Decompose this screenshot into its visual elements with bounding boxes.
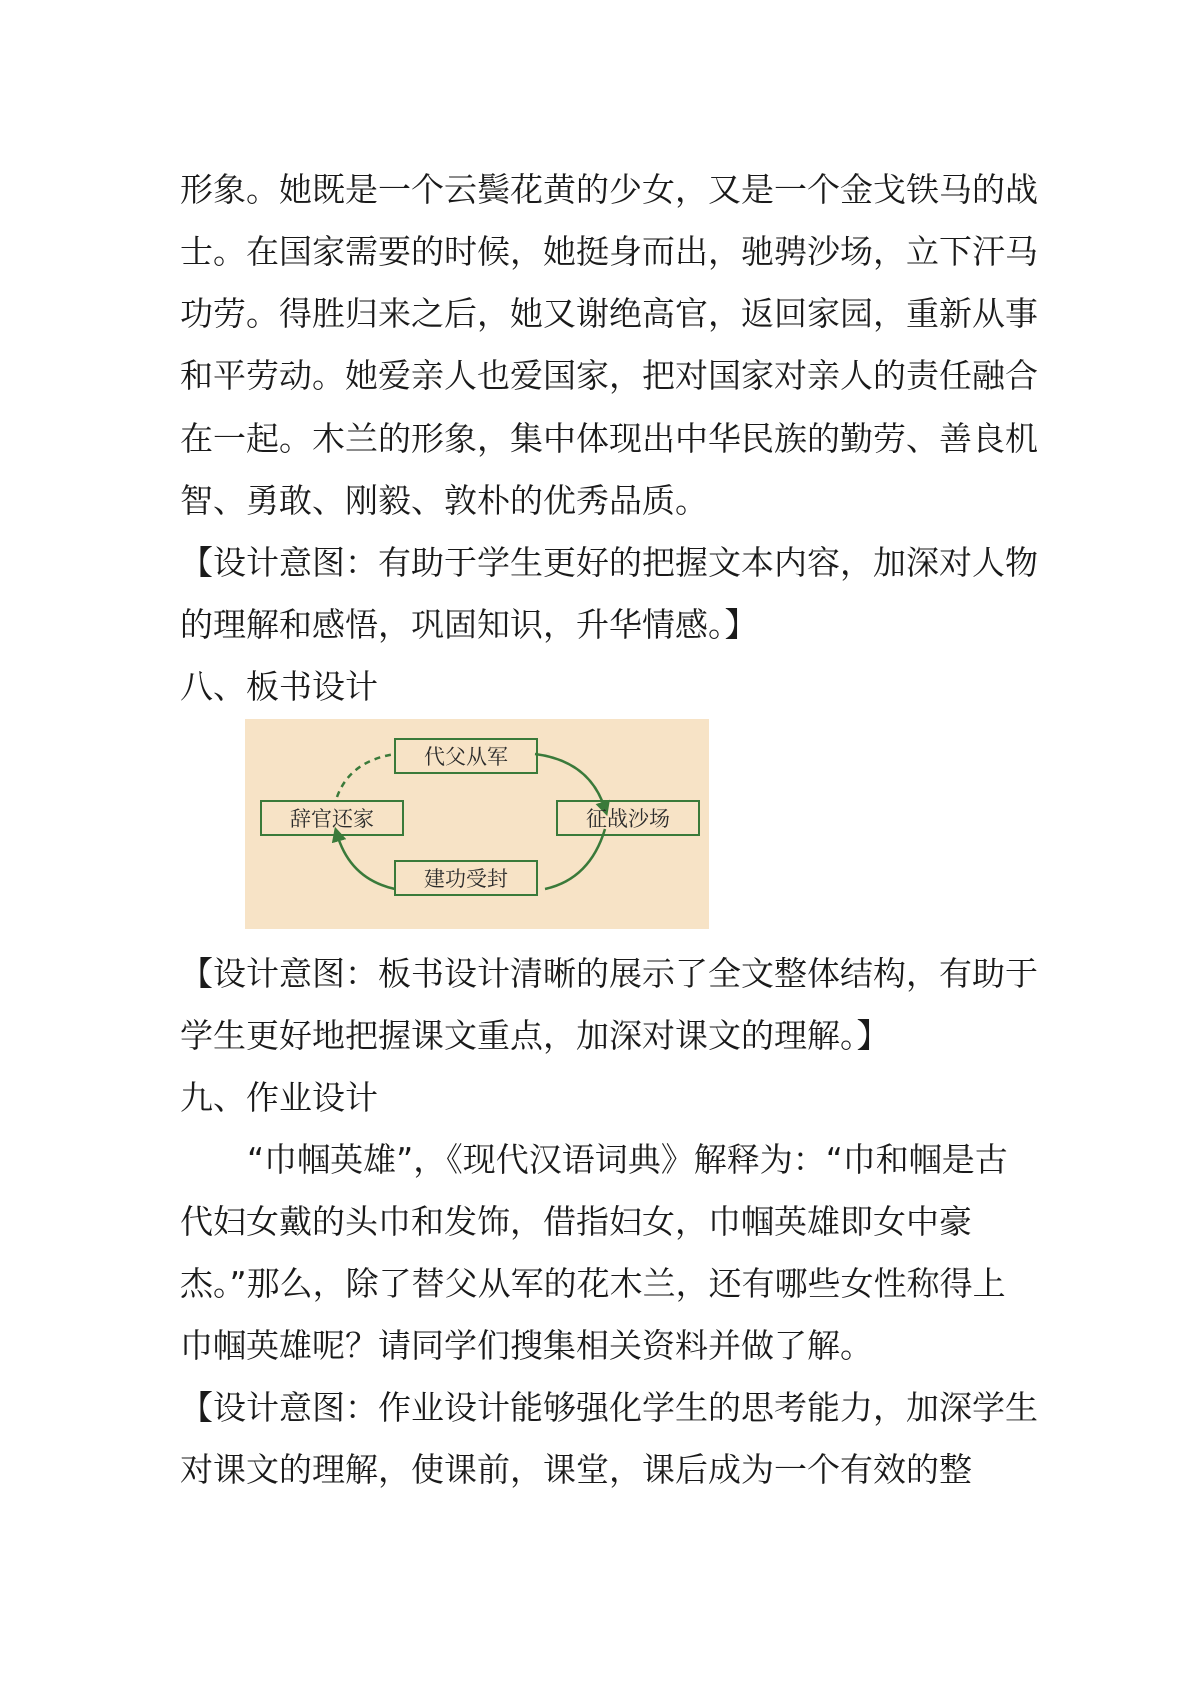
paragraph-line: 和平劳动。她爱亲人也爱国家，把对国家对亲人的责任融合 (180, 356, 1038, 395)
arrow-right-bottom (545, 829, 605, 889)
paragraph-line: 形象。她既是一个云鬓花黄的少女，又是一个金戈铁马的战 (180, 170, 1038, 209)
design-intent-line: 【设计意图：有助于学生更好的把握文本内容，加深对人物 (180, 543, 1038, 582)
section-heading-homework: 九、作业设计 (180, 1078, 378, 1117)
design-intent-line: 学生更好地把握课文重点，加深对课文的理解。】 (180, 1016, 890, 1055)
paragraph-line: 杰。”那么，除了替父从军的花木兰，还有哪些女性称得上 (180, 1264, 1006, 1303)
paragraph-line: 代妇女戴的头巾和发饰，借指妇女，巾帼英雄即女中豪 (180, 1202, 972, 1241)
cycle-diagram (245, 719, 709, 929)
section-heading-blackboard: 八、板书设计 (180, 667, 378, 706)
paragraph-line: 士。在国家需要的时候，她挺身而出，驰骋沙场，立下汗马 (180, 232, 1038, 271)
blackboard-design-diagram (245, 719, 709, 929)
paragraph-line: 在一起。木兰的形象，集中体现出中华民族的勤劳、善良机 (180, 419, 1038, 458)
arrow-left-top-dashed (337, 754, 395, 797)
paragraph-line: 巾帼英雄呢？请同学们搜集相关资料并做了解。 (180, 1326, 873, 1365)
design-intent-line: 的理解和感悟，巩固知识，升华情感。】 (180, 605, 758, 644)
box-right-label: 征战沙场 (586, 807, 670, 831)
arrow-bottom-left (337, 834, 395, 889)
design-intent-line: 【设计意图：板书设计清晰的展示了全文整体结构，有助于 (180, 954, 1038, 993)
box-left-label: 辞官还家 (290, 807, 374, 831)
paragraph-line: 智、勇敢、刚毅、敦朴的优秀品质。 (180, 481, 708, 520)
paragraph-line: “巾帼英雄”，《现代汉语词典》解释为：“巾和帼是古 (247, 1140, 1008, 1179)
box-top-label: 代父从军 (424, 745, 508, 769)
design-intent-line: 【设计意图：作业设计能够强化学生的思考能力，加深学生 (180, 1388, 1038, 1427)
box-bottom-label: 建功受封 (424, 867, 508, 891)
paragraph-line: 功劳。得胜归来之后，她又谢绝高官，返回家园，重新从事 (180, 294, 1038, 333)
design-intent-line: 对课文的理解，使课前，课堂，课后成为一个有效的整 (180, 1450, 972, 1489)
